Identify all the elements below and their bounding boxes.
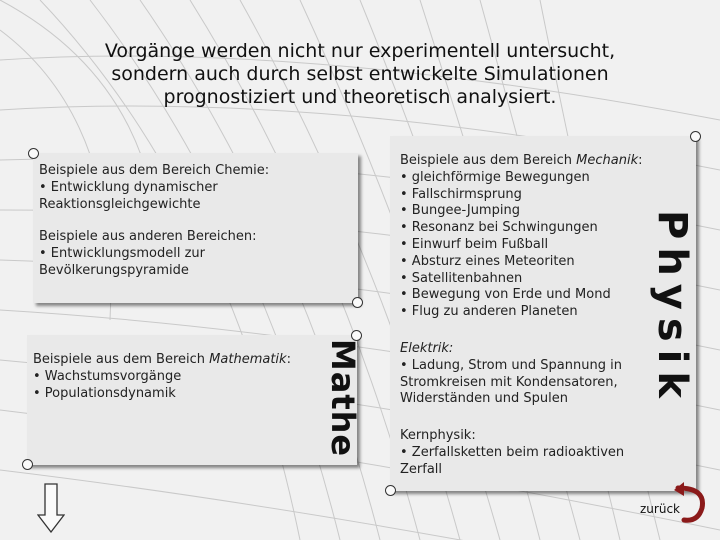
math-item: • Wachstumsvorgänge [33,368,182,384]
mathe-side-label: Mathe [324,338,362,458]
mechanik-item: • Flug zu anderen Planeten [400,304,578,320]
title-line-1: Vorgänge werden nicht nur experimentell untersucht, [104,40,616,62]
math-heading-prefix: Beispiele aus dem Bereich [33,352,210,367]
math-scroll [27,335,357,465]
chemistry-scroll [33,153,358,303]
back-label: zurück [640,502,680,516]
title-line-3: prognostiziert und theoretisch analysiert. [163,86,557,108]
math-item: • Populationsdynamik [33,385,176,401]
kernphysik-heading: Kernphysik: [400,428,476,444]
scroll-curl-icon [385,485,396,496]
elektrik-heading-text: Elektrik: [400,340,454,356]
chemistry-heading: Beispiele aus dem Bereich Chemie: [39,163,270,178]
mechanik-item: • gleichförmige Bewegungen [400,169,590,185]
kernphysik-text: • Zerfallsketten beim radioaktiven Zerfall [400,444,625,477]
mechanik-heading-topic: Mechanik [576,153,639,168]
mechanik-heading-prefix: Beispiele aus dem Bereich [400,153,577,168]
mechanik-heading-suffix: : [638,153,643,168]
mechanik-heading [400,153,688,170]
scroll-curl-icon [22,459,33,470]
arrow-down-icon[interactable] [37,483,65,533]
other-areas-heading: Beispiele aus anderen Bereichen: [39,229,257,245]
mechanik-item: • Satellitenbahnen [400,270,523,286]
curved-arrow-back-icon [672,482,708,526]
scroll-curl-icon [352,297,363,308]
mechanik-item: • Bewegung von Erde und Mond [400,287,611,303]
back-button[interactable] [618,490,708,526]
scroll-curl-icon [28,148,39,159]
math-heading-topic: Mathematik [209,352,287,367]
elektrik-heading [400,341,650,358]
mechanik-item: • Resonanz bei Schwingungen [400,220,598,236]
other-areas-item: • Entwicklungsmodell zur Bevölkerungspyramide [39,246,206,278]
math-heading [33,352,349,369]
elektrik-text: • Ladung, Strom und Spannung in Stromkreisen mit Kondensatoren, Widerständen und Spulen [400,357,622,407]
page-title [40,40,680,109]
mechanik-item: • Fallschirmsprung [400,186,522,202]
physik-side-label: Physik [649,210,695,406]
scroll-curl-icon [690,131,701,142]
mechanik-item: • Bungee-Jumping [400,203,520,219]
mechanik-item: • Einwurf beim Fußball [400,236,549,252]
chemistry-item: • Entwicklung dynamischer Reaktionsgleichgewichte [39,179,218,212]
mechanik-item: • Absturz eines Meteoriten [400,253,575,269]
title-line-2: sondern auch durch selbst entwickelte Simulationen [111,63,609,85]
math-heading-suffix: : [286,352,291,367]
